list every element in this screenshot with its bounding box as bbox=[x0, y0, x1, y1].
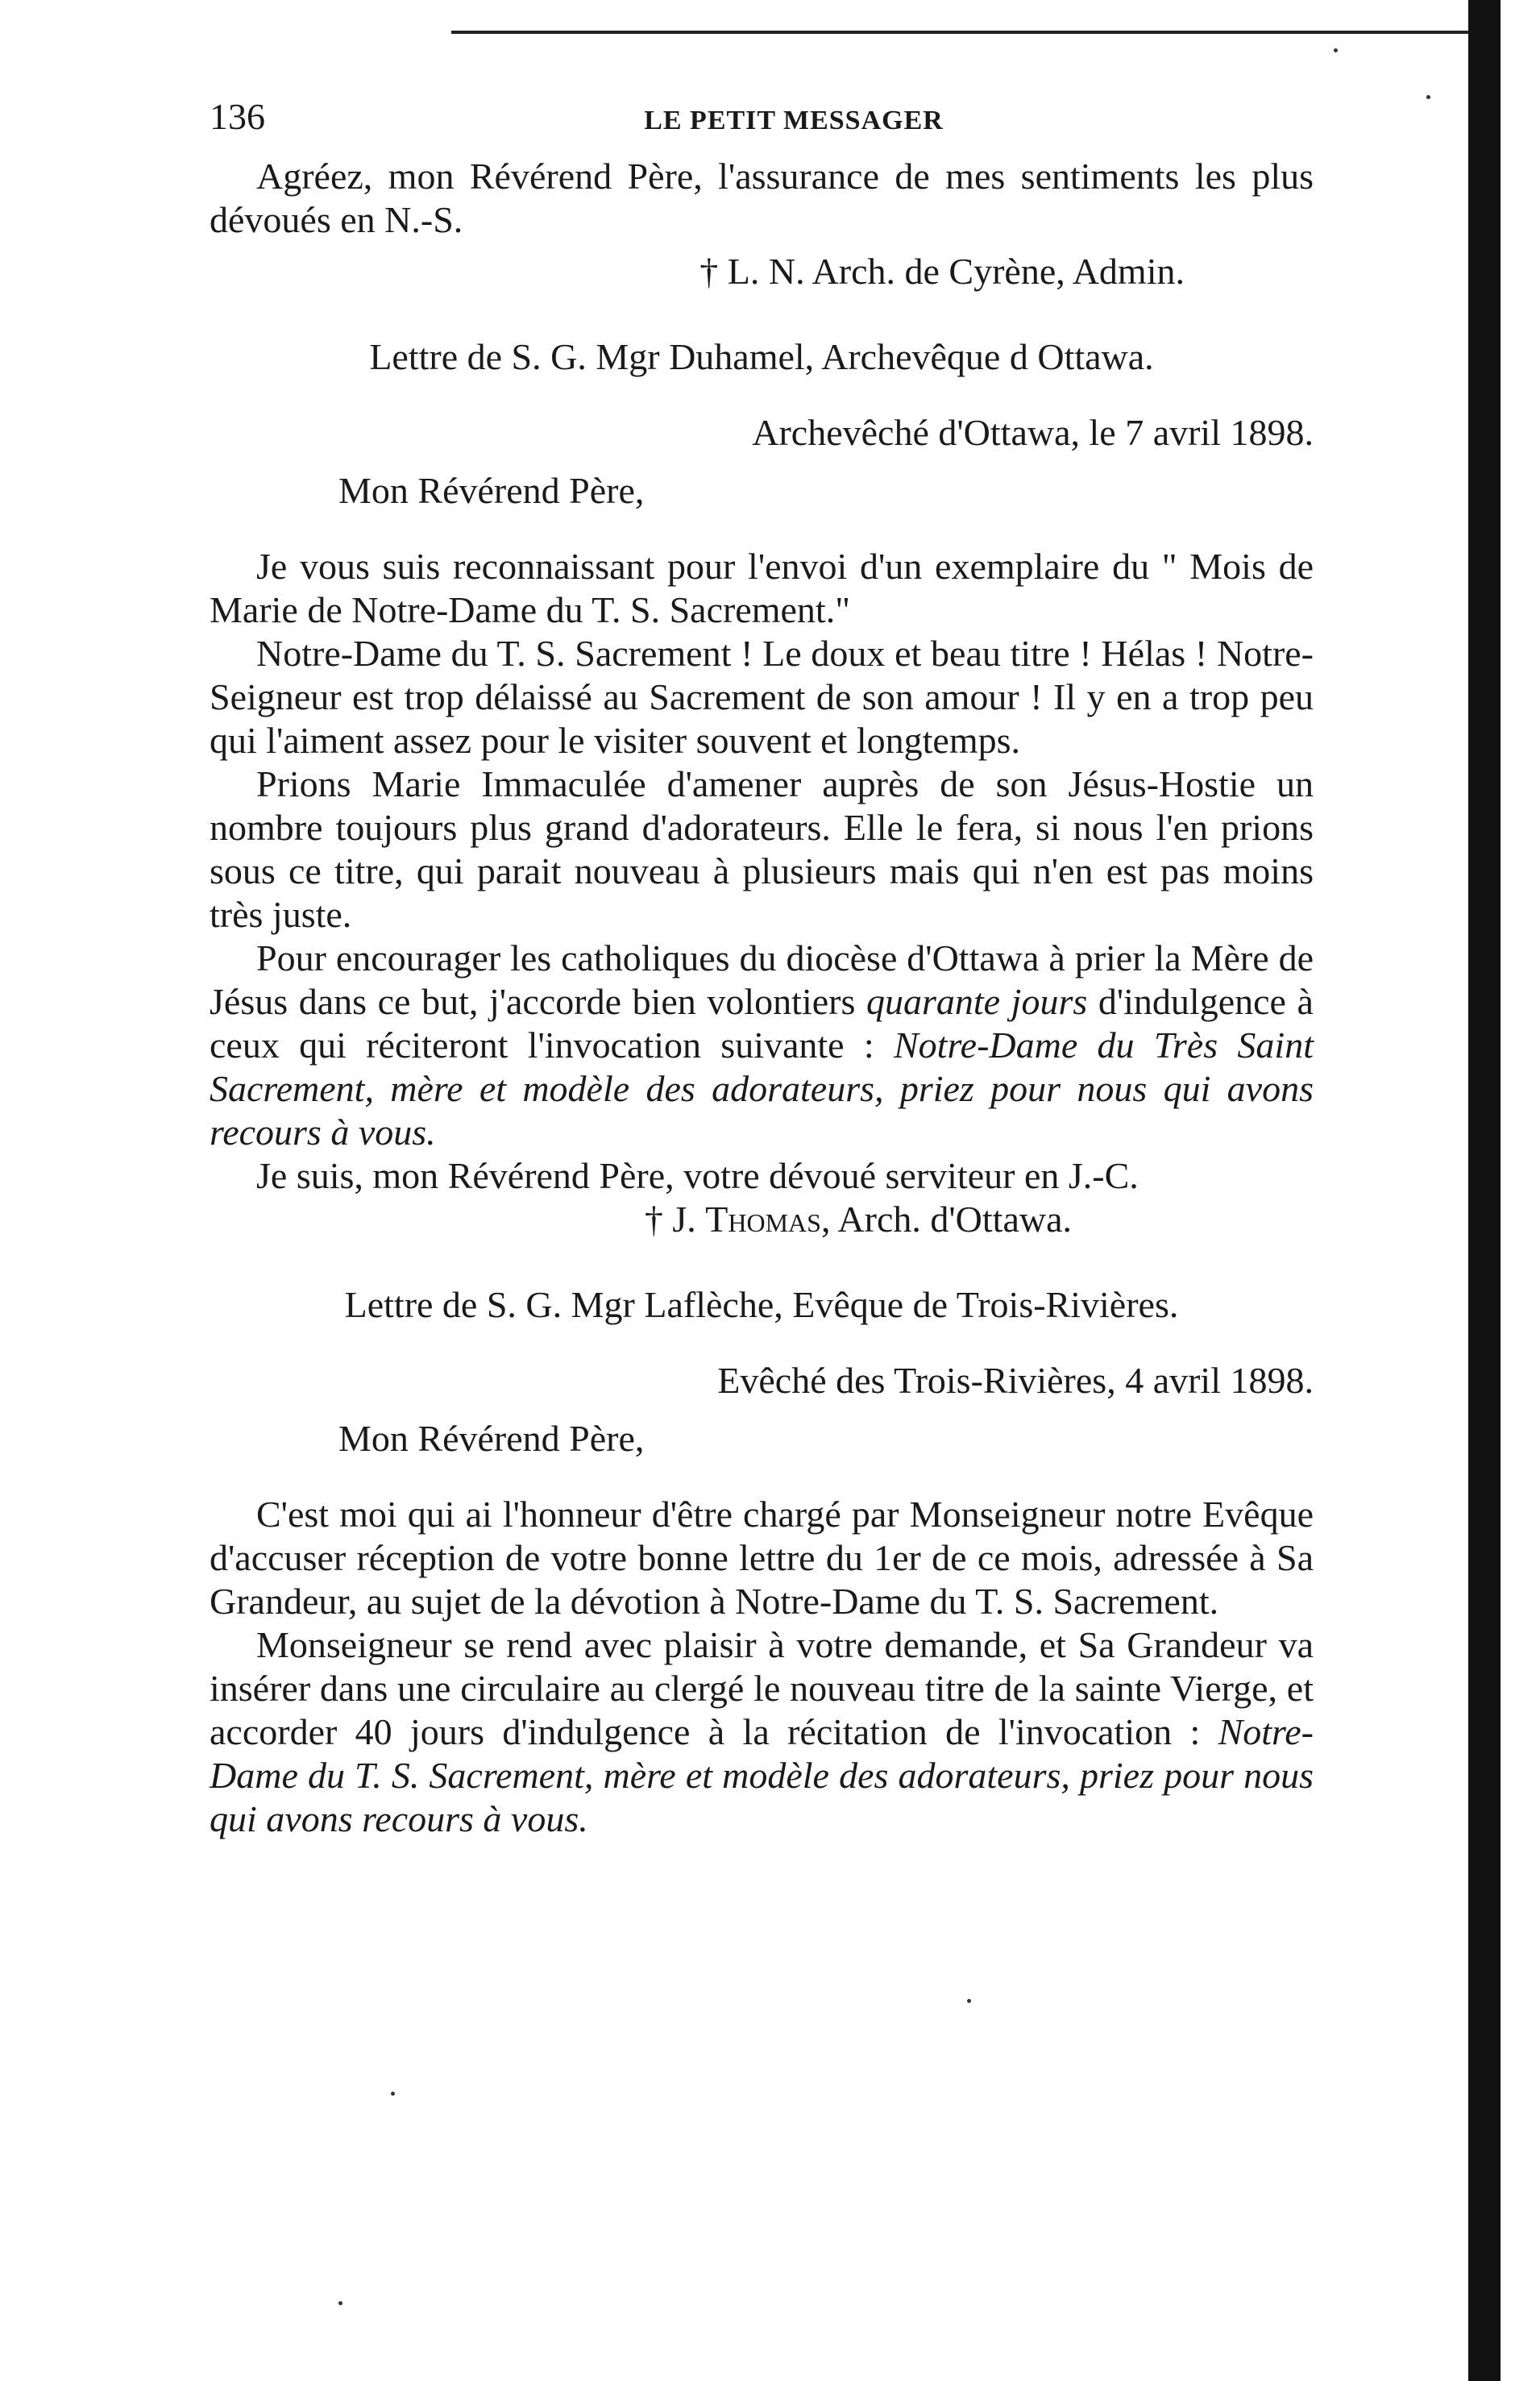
signature-cyrene: † L. N. Arch. de Cyrène, Admin. bbox=[699, 251, 1185, 292]
book-page bbox=[210, 95, 1314, 1841]
scan-speck bbox=[338, 2301, 342, 2305]
text-run: d'indulgence à ceux qui réciteront l'invocation suivante : bbox=[210, 981, 1314, 1066]
scan-speck bbox=[1334, 48, 1338, 52]
text-run: Monseigneur se rend avec plaisir à votre demande, et Sa Grandeur va insérer dans une circulaire au clergé le nouveau titre de la sainte Vierge, et accorder 40 jours d'indulgence à la récitation de l'invocation : bbox=[210, 1624, 1314, 1752]
letter2-paragraph: C'est moi qui ai l'honneur d'être chargé par Monseigneur notre Evêque d'accuser réception de votre bonne lettre du 1er de ce mois, adressée à Sa Grandeur, au sujet de la dévotion à Notre-Dame du T. S. Sacrement. bbox=[210, 1494, 1314, 1622]
signer-name: Thomas bbox=[705, 1199, 821, 1240]
scan-speck bbox=[967, 1999, 971, 2003]
letter1-paragraph: Je vous suis reconnaissant pour l'envoi d'un exemplaire du " Mois de Marie de Notre-Dame du T. S. Sacrement." bbox=[210, 546, 1314, 630]
text-run: Pour encourager les catholiques du diocèse d'Ottawa à prier la Mère de Jésus dans ce but, j'accorde bien volontiers bbox=[210, 937, 1314, 1022]
running-head: LE PETIT MESSAGER bbox=[644, 106, 944, 135]
letter1-paragraph: Prions Marie Immaculée d'amener auprès de son Jésus-Hostie un nombre toujours plus grand d'adorateurs. Elle le fera, si nous l'en prions sous ce titre, qui parait nouveau à plusieurs mais qui n'en est pas moins très juste. bbox=[210, 763, 1314, 935]
salutation-trois-rivieres: Mon Révérend Père, bbox=[338, 1418, 645, 1459]
top-rule bbox=[451, 31, 1499, 34]
letter1-paragraph: Notre-Dame du T. S. Sacrement ! Le doux et beau titre ! Hélas ! Notre-Seigneur est trop délaissé au Sacrement de son amour ! Il y en a trop peu qui l'aiment assez pour le visiter souvent et longtemps. bbox=[210, 633, 1314, 761]
invocation-italic: Notre-Dame du T. S. Sacrement, mère et modèle des adorateurs, priez pour nous qui avons recours à vous. bbox=[210, 1711, 1314, 1839]
scan-speck bbox=[391, 2092, 395, 2096]
invocation-italic: Notre-Dame du Très Saint Sacrement, mère et modèle des adorateurs, priez pour nous qui avons recours à vous. bbox=[210, 1024, 1314, 1153]
text-run: , Arch. d'Ottawa. bbox=[820, 1199, 1072, 1240]
salutation-ottawa: Mon Révérend Père, bbox=[338, 470, 645, 511]
italic-run: quarante jours bbox=[865, 981, 1088, 1022]
page-header bbox=[210, 95, 1314, 145]
scan-edge-bar bbox=[1468, 0, 1501, 2381]
dateline-ottawa: Archevêché d'Ottawa, le 7 avril 1898. bbox=[752, 412, 1314, 453]
letter1-closing: Je suis, mon Révérend Père, votre dévoué serviteur en J.-C. bbox=[256, 1155, 1139, 1196]
letter-heading-duhamel: Lettre de S. G. Mgr Duhamel, Archevêque d Ottawa. bbox=[369, 336, 1154, 377]
letter2-indulgence-paragraph bbox=[210, 1623, 1314, 1841]
scan-speck bbox=[1426, 95, 1430, 99]
closing-paragraph: Agréez, mon Révérend Père, l'assurance de mes sentiments les plus dévoués en N.-S. bbox=[210, 156, 1314, 240]
letter-heading-lafleche: Lettre de S. G. Mgr Laflèche, Evêque de Trois-Rivières. bbox=[344, 1284, 1179, 1325]
signature-thomas bbox=[210, 1198, 1314, 1241]
letter1-indulgence-paragraph bbox=[210, 937, 1314, 1154]
text-run: † J. bbox=[644, 1199, 706, 1240]
dateline-trois-rivieres: Evêché des Trois-Rivières, 4 avril 1898. bbox=[717, 1360, 1314, 1401]
page-number: 136 bbox=[210, 96, 265, 137]
